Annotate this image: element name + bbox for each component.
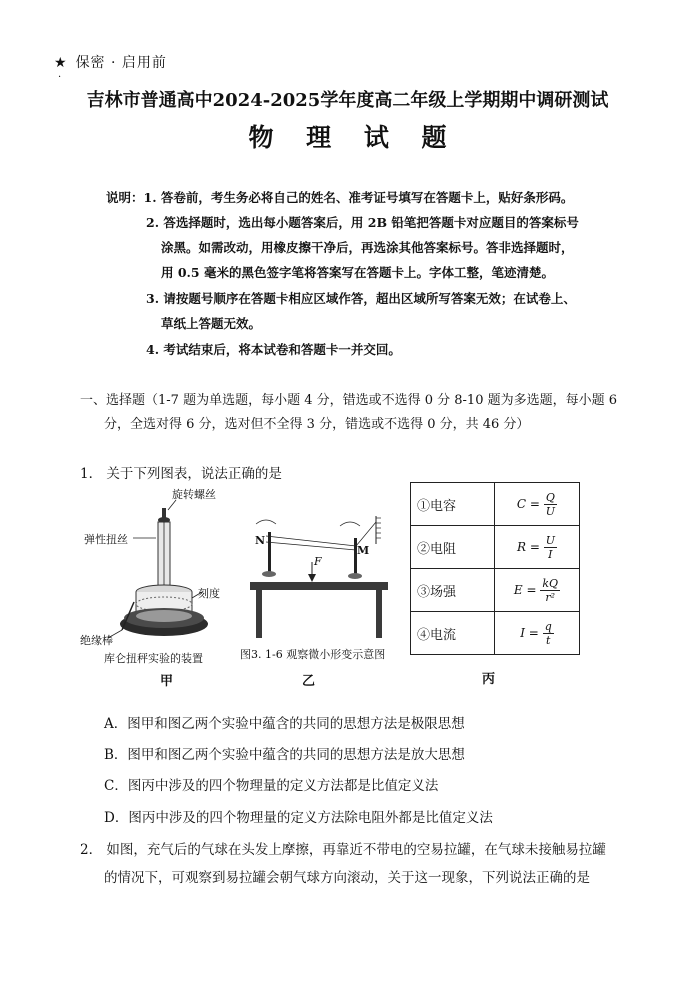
numerator: kQ: [542, 576, 559, 590]
quantity-name: ①电容: [411, 483, 495, 526]
option-c: C．图丙中涉及的四个物理量的定义方法都是比值定义法: [104, 778, 439, 794]
denominator: r²: [545, 590, 556, 604]
formula-cell: [495, 569, 580, 612]
sublabel-yi: 乙: [302, 674, 316, 689]
label-insulating-rod: 绝缘棒: [80, 634, 113, 647]
note-line-4: 用 0.5 毫米的黑色签字笔将答案写在答题卡上。字体工整，笔迹清楚。: [161, 265, 554, 280]
option-d: D．图丙中涉及的四个物理量的定义方法除电阻外都是比值定义法: [104, 810, 493, 826]
denominator: t: [546, 633, 551, 647]
fraction: [544, 534, 557, 561]
fraction: [540, 577, 560, 604]
caption-jia: 库仑扭秤实验的装置: [104, 652, 203, 665]
numerator: U: [545, 533, 555, 547]
sublabel-jia: 甲: [160, 674, 174, 689]
numerator: q: [544, 619, 552, 633]
exam-title: 吉林市普通高中2024-2025学年度高二年级上学期期中调研测试: [86, 90, 609, 111]
deformation-figure: [236, 504, 400, 644]
label-mirror-n: N: [255, 534, 266, 547]
label-elastic-fiber: 弹性扭丝: [84, 533, 128, 546]
table-row: [411, 526, 580, 569]
caption-yi: 图3. 1-6 观察微小形变示意图: [240, 648, 386, 661]
quantity-name: ③场强: [411, 569, 495, 612]
note-line-5: 3. 请按题号顺序在答题卡相应区域作答，超出区域所写答案无效；在试卷上、: [146, 291, 576, 306]
label-rotating-screw: 旋转螺丝: [172, 488, 216, 501]
question-2-line-1: 2． 如图，充气后的气球在头发上摩擦，再靠近不带电的空易拉罐，在气球未接触易拉罐: [80, 842, 606, 858]
formula-lhs: I =: [520, 625, 539, 640]
formula-lhs: E =: [513, 582, 537, 597]
dot-mark: ·: [58, 72, 62, 83]
question-1-stem: 1． 关于下列图表，说法正确的是: [80, 466, 282, 482]
quantity-name: ④电流: [411, 612, 495, 655]
formula-cell: [495, 526, 580, 569]
formula-lhs: R =: [516, 539, 540, 554]
formula-cell: [495, 612, 580, 655]
section-1-line-1: 一、选择题（1-7 题为单选题，每小题 4 分，错选或不选得 0 分 8-10 题为多选题，每小题 6: [80, 393, 618, 408]
label-force-f: F: [314, 555, 322, 568]
table-row: [411, 569, 580, 612]
denominator: I: [548, 547, 553, 561]
note-line-2: 2. 答选择题时，选出每小题答案后，用 2B 铅笔把答题卡对应题目的答案标号: [146, 215, 579, 230]
confidential-text: 保密 · 启用前: [75, 55, 167, 71]
note-line-7: 4. 考试结束后，将本试卷和答题卡一并交回。: [146, 342, 401, 357]
section-1-line-2: 分，全选对得 6 分，选对但不全得 3 分，错选或不选得 0 分，共 46 分）: [104, 417, 530, 432]
note-line-6: 草纸上答题无效。: [161, 316, 262, 331]
formula-table: [410, 482, 580, 655]
confidential-mark: [54, 52, 167, 72]
star-icon: ★: [54, 55, 68, 71]
denominator: U: [545, 504, 556, 518]
fraction: [543, 620, 554, 647]
label-mirror-m: M: [357, 544, 370, 557]
table-row: [411, 483, 580, 526]
option-b: B．图甲和图乙两个实验中蕴含的共同的思想方法是放大思想: [104, 747, 465, 763]
label-scale: 刻度: [198, 587, 220, 600]
note-line-1: 说明：1. 答卷前，考生务必将自己的姓名、准考证号填写在答题卡上，贴好条形码。: [106, 190, 574, 205]
numerator: Q: [544, 491, 557, 505]
question-2-line-2: 的情况下，可观察到易拉罐会朝气球方向滚动，关于这一现象，下列说法正确的是: [104, 870, 590, 886]
subject-title: 物 理 试 题: [248, 123, 459, 152]
fraction: [544, 491, 557, 518]
formula-cell: [495, 483, 580, 526]
note-line-3: 涂黑。如需改动，用橡皮擦干净后，再选涂其他答案标号。答非选择题时，: [161, 240, 574, 255]
quantity-name: ②电阻: [411, 526, 495, 569]
formula-lhs: C =: [516, 496, 540, 511]
sublabel-bing: 丙: [482, 672, 496, 687]
option-a: A．图甲和图乙两个实验中蕴含的共同的思想方法是极限思想: [104, 716, 465, 732]
table-row: [411, 612, 580, 655]
